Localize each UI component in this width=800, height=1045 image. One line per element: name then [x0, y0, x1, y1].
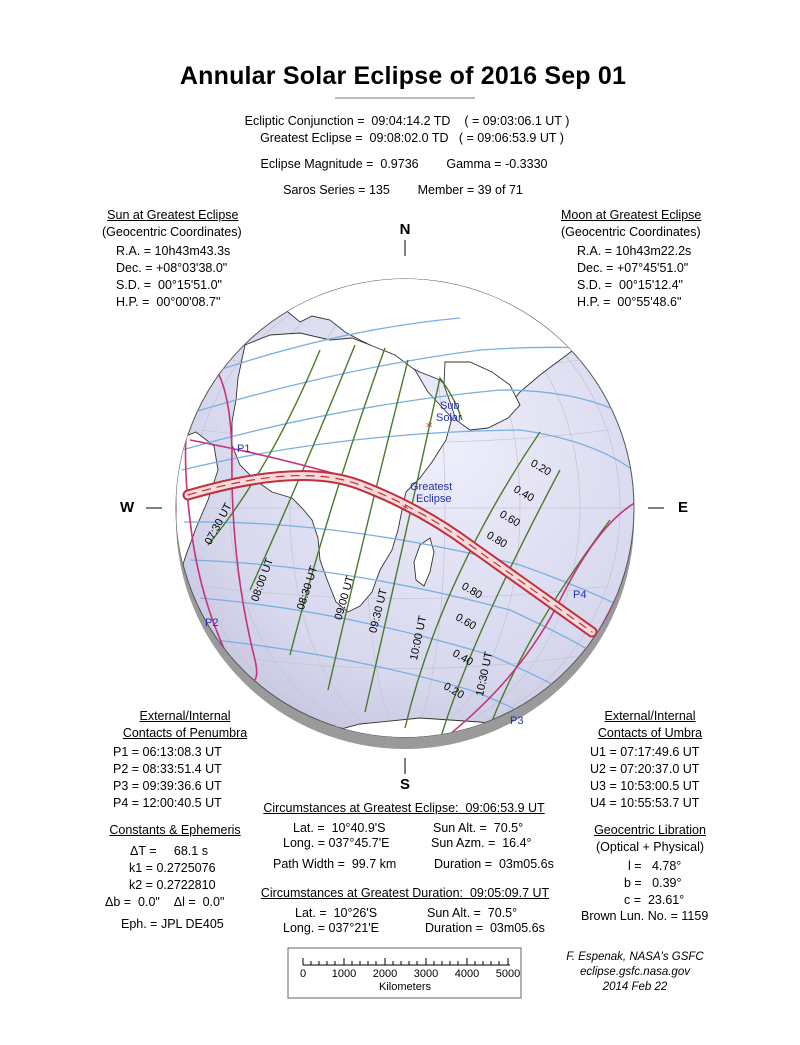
- magnitude-label-040a: 0.40: [511, 483, 536, 505]
- constants-dt: ΔT = 68.1 s: [130, 844, 208, 858]
- sub-solar-label-1: Sub: [440, 400, 460, 412]
- scale-label: Kilometers: [379, 981, 431, 993]
- umbra-u3: U3 = 10:53:00.5 UT: [590, 779, 700, 793]
- scale-tick-4000: 4000: [454, 968, 480, 980]
- scale-tick-3000: 3000: [413, 968, 439, 980]
- sun-dec: Dec. = +08°03'38.0": [116, 261, 228, 275]
- magnitude-label-060b: 0.60: [453, 611, 478, 633]
- time-label-0930: 09:30 UT: [367, 587, 390, 635]
- libration-b: b = 0.39°: [624, 876, 682, 890]
- constants-values: [105, 843, 224, 933]
- penumbra-p2: P2 = 08:33:51.4 UT: [113, 762, 222, 776]
- duration-circ-left: [283, 905, 379, 937]
- greatest-eclipse-line: Greatest Eclipse = 09:08:02.0 TD ( = 09:06:53.9 UT ): [260, 131, 564, 145]
- page-title: Annular Solar Eclipse of 2016 Sep 01: [179, 62, 627, 90]
- p1-label: P1: [237, 443, 251, 455]
- scale-tick-5000: 5000: [495, 968, 521, 980]
- umbra-title-2: Contacts of Umbra: [597, 726, 703, 740]
- moon-subtitle: (Geocentric Coordinates): [561, 225, 701, 239]
- libration-block: [575, 822, 725, 856]
- magnitude-label-080b: 0.80: [459, 580, 484, 602]
- greatest-circ-right: [425, 820, 554, 873]
- greatest-circ-width: Path Width = 99.7 km: [273, 857, 397, 871]
- greatest-circ-sun-alt: Sun Alt. = 70.5°: [433, 821, 524, 835]
- sun-block: [104, 207, 242, 311]
- credit-author: F. Espenak, NASA's GSFC: [566, 951, 704, 963]
- umbra-contacts: [590, 744, 699, 812]
- penumbra-contacts: [113, 744, 222, 812]
- p3-label: P3: [510, 715, 524, 727]
- penumbra-p4: P4 = 12:00:40.5 UT: [113, 796, 222, 810]
- compass-west: W: [120, 499, 135, 516]
- greatest-circ-lat: Lat. = 10°40.9'S: [293, 821, 386, 835]
- libration-title: Geocentric Libration: [594, 823, 706, 837]
- constants-block: [105, 822, 245, 839]
- compass-north: N: [399, 221, 411, 238]
- magnitude-line: Eclipse Magnitude = 0.9736 Gamma = -0.3330: [260, 157, 548, 171]
- sub-solar-marker: *: [426, 421, 433, 436]
- credit-block: [560, 950, 710, 995]
- time-label-0830: 08:30 UT: [294, 564, 321, 612]
- magnitude-label-080a: 0.80: [484, 529, 509, 551]
- penumbra-title-2: Contacts of Penumbra: [122, 726, 248, 740]
- constants-k2: k2 = 0.2722810: [129, 878, 216, 892]
- sun-sd: S.D. = 00°15'51.0": [116, 278, 222, 292]
- penumbra-p1: P1 = 06:13:08.3 UT: [113, 745, 222, 759]
- constants-k1: k1 = 0.2725076: [129, 861, 216, 875]
- umbra-u4: U4 = 10:55:53.7 UT: [590, 796, 700, 810]
- duration-circ-right: [425, 905, 545, 937]
- moon-sd: S.D. = 00°15'12.4": [577, 278, 683, 292]
- greatest-circ-long: Long. = 037°45.7'E: [283, 836, 390, 850]
- libration-c: c = 23.61°: [624, 893, 685, 907]
- umbra-u1: U1 = 07:17:49.6 UT: [590, 745, 700, 759]
- umbra-u2: U2 = 07:20:37.0 UT: [590, 762, 700, 776]
- p4-label: P4: [573, 589, 587, 601]
- duration-circ-duration: Duration = 03m05.6s: [425, 921, 545, 935]
- sun-hp: H.P. = 00°00'08.7": [116, 295, 221, 309]
- scale-tick-1000: 1000: [331, 968, 357, 980]
- sun-title: Sun at Greatest Eclipse: [107, 208, 239, 222]
- sun-subtitle: (Geocentric Coordinates): [102, 225, 242, 239]
- duration-circ-long: Long. = 037°21'E: [283, 921, 380, 935]
- moon-ra: R.A. = 10h43m22.2s: [577, 244, 692, 258]
- duration-circ-title: Circumstances at Greatest Duration: 09:05:09.7 UT: [260, 886, 550, 900]
- greatest-eclipse-label-1: Greatest: [410, 481, 453, 493]
- constants-title: Constants & Ephemeris: [109, 823, 241, 837]
- magnitude-label-020a: 0.20: [528, 457, 553, 479]
- p2-label: P2: [205, 617, 219, 629]
- duration-circ-lat: Lat. = 10°26'S: [295, 906, 378, 920]
- compass-south: S: [399, 776, 411, 793]
- brown-lunation: Brown Lun. No. = 1159: [581, 909, 709, 923]
- duration-circ-sun-alt: Sun Alt. = 70.5°: [427, 906, 518, 920]
- scale-tick-0: 0: [299, 968, 307, 980]
- compass-east: E: [678, 499, 689, 516]
- constants-db: Δb = 0.0" Δl = 0.0": [105, 895, 225, 909]
- libration-l: l = 4.78°: [628, 859, 682, 873]
- time-label-1030: 10:30 UT: [474, 650, 496, 698]
- magnitude-label-040b: 0.40: [450, 647, 475, 669]
- penumbra-p3: P3 = 09:39:36.6 UT: [113, 779, 222, 793]
- magnitude-label-020b: 0.20: [441, 680, 466, 702]
- greatest-circ-sun-azm: Sun Azm. = 16.4°: [431, 836, 532, 850]
- time-label-0800: 08:00 UT: [249, 556, 277, 604]
- greatest-eclipse-marker: *: [402, 503, 409, 518]
- magnitude-label-060a: 0.60: [497, 508, 522, 530]
- greatest-circ-left: [273, 820, 396, 873]
- time-label-1000: 10:00 UT: [408, 614, 430, 662]
- umbra-title-1: External/Internal: [604, 709, 696, 723]
- penumbra-block: [110, 708, 260, 742]
- saros-line: Saros Series = 135 Member = 39 of 71: [283, 183, 523, 197]
- conjunction-line: Ecliptic Conjunction = 09:04:14.2 TD ( = 09:03:06.1 UT ): [244, 114, 570, 128]
- moon-block: [561, 207, 701, 311]
- penumbra-title-1: External/Internal: [139, 709, 231, 723]
- libration-values: [620, 858, 684, 909]
- libration-subtitle: (Optical + Physical): [595, 840, 705, 854]
- credit-date: 2014 Feb 22: [602, 981, 668, 993]
- umbra-block: [575, 708, 725, 742]
- sun-ra: R.A. = 10h43m43.3s: [116, 244, 231, 258]
- moon-title: Moon at Greatest Eclipse: [561, 208, 702, 222]
- time-label-0730: 07:30 UT: [202, 501, 235, 547]
- credit-site: eclipse.gsfc.nasa.gov: [580, 966, 690, 978]
- moon-hp: H.P. = 00°55'48.6": [577, 295, 682, 309]
- greatest-circ-title: Circumstances at Greatest Eclipse: 09:06:53.9 UT: [263, 801, 545, 815]
- constants-eph: Eph. = JPL DE405: [121, 917, 224, 931]
- time-label-0900: 09:00 UT: [332, 574, 357, 622]
- moon-dec: Dec. = +07°45'51.0": [577, 261, 689, 275]
- greatest-eclipse-label-2: Eclipse: [416, 493, 452, 505]
- sub-solar-label-2: Solar: [436, 412, 462, 424]
- greatest-circ-duration: Duration = 03m05.6s: [434, 857, 554, 871]
- scale-tick-2000: 2000: [372, 968, 398, 980]
